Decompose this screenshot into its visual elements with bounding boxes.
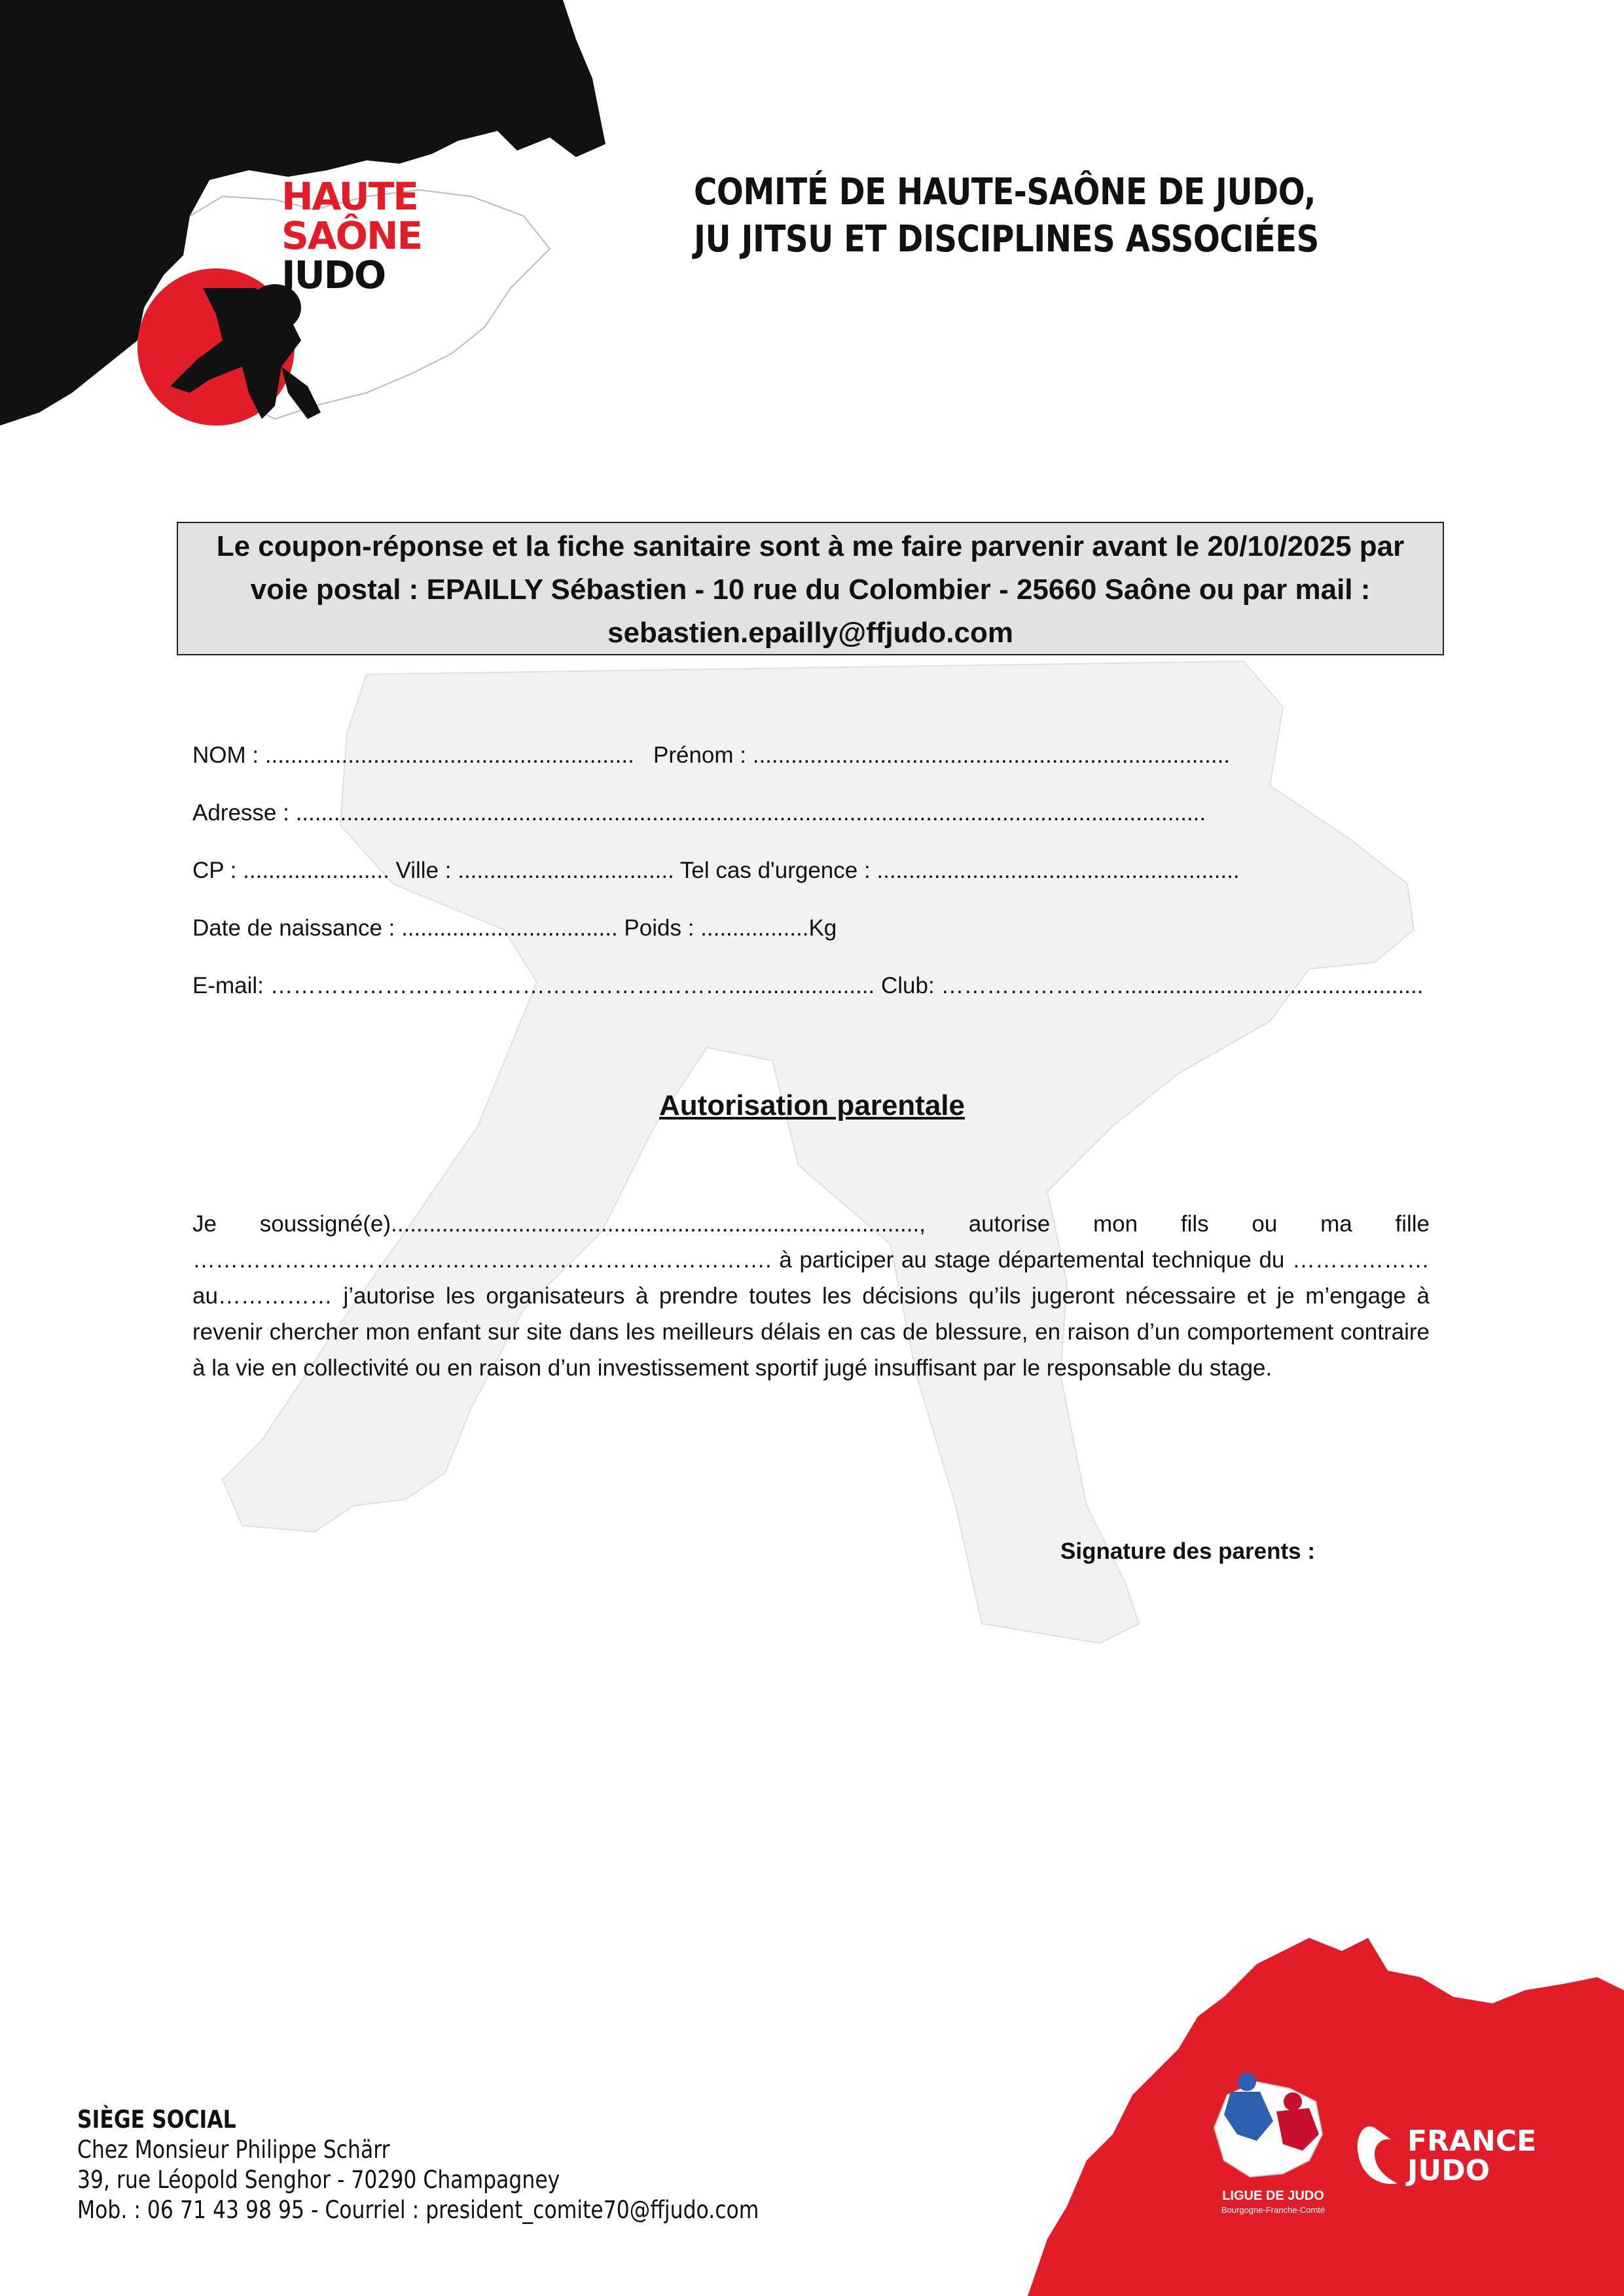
cp-ville-tel-field-line[interactable]: CP : ....................... Ville : .................................. Tel cas d'urgence : ......................................................... [192, 858, 1240, 883]
footer-title: SIÈGE SOCIAL [77, 2105, 236, 2134]
notice-line-3: sebastien.epailly@ffjudo.com [607, 617, 1013, 649]
email-club-field-line[interactable]: E-mail: ……………………………………………………....................... Club: ……………………............................................... [192, 973, 1424, 998]
header-title-line-1: COMITÉ DE HAUTE-SAÔNE DE JUDO, [694, 171, 1316, 213]
haute-saone-judo-logo [281, 174, 478, 297]
logo-word-1: HAUTE [281, 174, 418, 219]
footer-address [77, 2105, 759, 2225]
adresse-field-line[interactable]: Adresse : ............................................................................................................................................... [192, 800, 1206, 826]
notice-line-2: voie postal : EPAILLY Sébastien - 10 rue du Colombier - 25660 Saône ou par mail : [250, 574, 1371, 606]
logo-word-3: JUDO [281, 253, 386, 297]
france-judo-line-1: FRANCE [1407, 2124, 1537, 2158]
header-title-line-2: JU JITSU ET DISCIPLINES ASSOCIÉES [694, 218, 1319, 261]
footer-region-graphic [916, 1925, 1624, 2296]
footer-line-2: 39, rue Léopold Senghor - 70290 Champagney [77, 2166, 560, 2194]
parental-authorization-text: Je soussigné(e)..................................................................................., autorise mon fils ou ma fille …………………………………………………………………. à participer au stage départemental technique du ……………… au…………… j’autorise les organisateurs à prendre toutes les décisions qu’ils jugeront nécessaire et je m’engage à revenir chercher mon enfant sur site dans les meilleurs délais en cas de blessure, en raison d’un comportement contraire à la vie en collectivité ou en raison d’un investissement sportif jugé insuffisant par le responsable du stage. [192, 1211, 1430, 1381]
nom-prenom-field-line[interactable]: NOM : .......................................................... Prénom : ........................................................................... [192, 742, 1231, 768]
deadline-notice-box [177, 522, 1444, 655]
signature-label: Signature des parents : [1060, 1539, 1315, 1564]
notice-line-1: Le coupon-réponse et la fiche sanitaire sont à me faire parvenir avant le 20/10/2025 par [216, 530, 1405, 562]
ligue-name-text: LIGUE DE JUDO [1222, 2189, 1324, 2203]
logo-word-2: SAÔNE [281, 213, 422, 258]
france-judo-line-2: JUDO [1407, 2154, 1490, 2187]
footer-line-3: Mob. : 06 71 43 98 95 - Courriel : president_comite70@ffjudo.com [77, 2196, 759, 2224]
header-title [694, 169, 1426, 263]
red-region-shape [1028, 1938, 1624, 2296]
section-title-autorisation: Autorisation parentale [659, 1089, 965, 1121]
ligue-region-text: Bourgogne-Franche-Comté [1221, 2205, 1326, 2215]
date-poids-field-line[interactable]: Date de naissance : .................................. Poids : .................Kg [192, 915, 837, 941]
footer-line-1: Chez Monsieur Philippe Schärr [77, 2136, 390, 2164]
